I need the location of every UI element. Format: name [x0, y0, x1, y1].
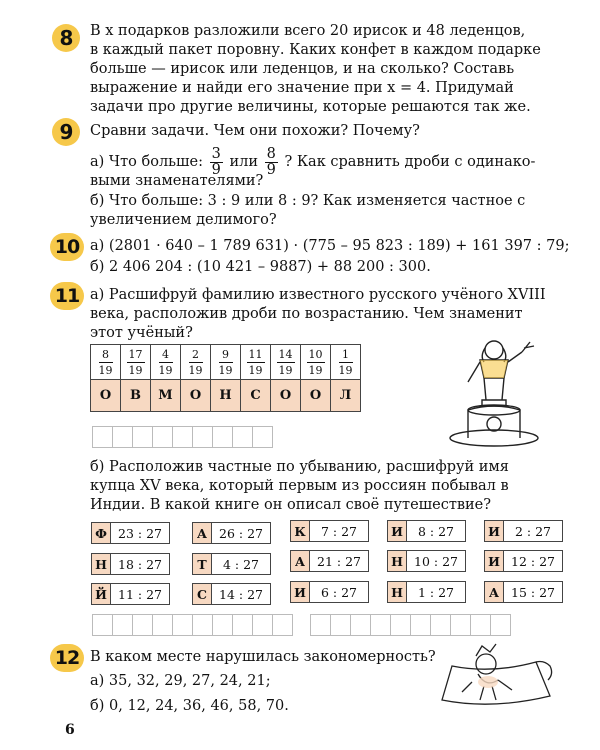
task-9-b-line1: б) Что больше: 3 : 9 или 8 : 9? Как изменяется частное с [90, 193, 526, 209]
letter-cell: М [151, 380, 181, 412]
cipher-card [387, 581, 466, 603]
letter-cell: В [121, 380, 151, 412]
card-expression: 7 : 27 [320, 523, 358, 539]
letter-cell: С [241, 380, 271, 412]
cipher-card [484, 550, 563, 572]
cipher-card [192, 583, 271, 605]
card-expression: 23 : 27 [118, 525, 162, 541]
cipher-card [192, 522, 271, 544]
answer-boxes-11a[interactable] [92, 426, 273, 448]
card-letter: Т [193, 554, 212, 574]
card-letter: И [485, 521, 504, 541]
fraction-numerator: 8 [266, 145, 276, 162]
task-8-line: задачи про другие величины, которые решаются так же. [90, 99, 531, 115]
task-8-line: в каждый пакет поровну. Каких конфет в каждом подарке [90, 42, 541, 58]
card-expression: 4 : 27 [222, 556, 260, 572]
cipher-card [387, 550, 466, 572]
fraction-cell: $\frac{4}{19}$ [151, 345, 181, 380]
card-expression: 18 : 27 [118, 556, 162, 572]
task-number-10: 10 [50, 233, 84, 261]
task-9-intro: Сравни задачи. Чем они похожи? Почему? [90, 123, 420, 139]
task-9-b-line2: увеличением делимого? [90, 212, 277, 228]
cipher-card [290, 581, 369, 603]
card-letter: Ф [92, 523, 111, 543]
card-letter: А [193, 523, 212, 543]
cipher-card [290, 520, 369, 542]
card-expression: 1 : 27 [417, 584, 455, 600]
cipher-card [290, 550, 369, 572]
card-expression: 14 : 27 [219, 586, 263, 602]
fraction-cell: $\frac{2}{19}$ [181, 345, 211, 380]
card-letter: Н [388, 582, 407, 602]
letter-cell: Н [211, 380, 241, 412]
cipher-card [484, 520, 563, 542]
fraction-cell: $\frac{1}{19}$ [331, 345, 361, 380]
traveler-scroll-illustration [432, 640, 557, 712]
cipher-table [90, 344, 361, 412]
card-letter: К [291, 521, 310, 541]
task-number-11: 11 [50, 282, 84, 310]
card-expression: 6 : 27 [320, 584, 358, 600]
card-letter: И [485, 551, 504, 571]
task-9-a-prefix: а) Что больше: [90, 154, 203, 170]
task-11-b-line: б) Расположив частные по убыванию, расшифруй имя [90, 459, 509, 475]
fraction-cell: $\frac{14}{19}$ [271, 345, 301, 380]
card-letter: Н [388, 551, 407, 571]
answer-boxes-11b-right[interactable] [310, 614, 511, 636]
task-11-a-line: века, расположив дроби по возрастанию. Чем знаменит [90, 306, 523, 322]
fraction-cell: $\frac{9}{19}$ [211, 345, 241, 380]
fractions-row [91, 345, 361, 380]
fraction-cell: $\frac{8}{19}$ [91, 345, 121, 380]
card-expression: 26 : 27 [219, 525, 263, 541]
fraction-cell: $\frac{11}{19}$ [241, 345, 271, 380]
fraction-cell: $\frac{10}{19}$ [301, 345, 331, 380]
task-11-a-line: а) Расшифруй фамилию известного русского учёного XVIII [90, 287, 546, 303]
cipher-card [91, 553, 170, 575]
task-11-b-line: Индии. В какой книге он описал своё путешествие? [90, 497, 492, 513]
task-10-a: а) (2801 · 640 – 1 789 631) · (775 – 95 823 : 189) + 161 397 : 79; [90, 238, 570, 254]
cipher-card [91, 522, 170, 544]
card-expression: 2 : 27 [514, 523, 552, 539]
card-letter: И [291, 582, 310, 602]
letter-cell: О [181, 380, 211, 412]
fraction-denominator: 9 [266, 161, 276, 178]
task-11-b-line: купца XV века, который первым из россиян побывал в [90, 478, 509, 494]
task-11-a-line: этот учёный? [90, 325, 193, 341]
page-number: 6 [65, 722, 75, 738]
card-letter: Н [92, 554, 111, 574]
task-number-12: 12 [50, 644, 84, 672]
card-expression: 15 : 27 [511, 584, 555, 600]
card-letter: А [485, 582, 504, 602]
letter-cell: О [271, 380, 301, 412]
letter-cell: О [91, 380, 121, 412]
fraction-denominator: 9 [211, 161, 221, 178]
card-letter: С [193, 584, 212, 604]
task-12-b: б) 0, 12, 24, 36, 46, 58, 70. [90, 698, 289, 714]
letter-cell: Л [331, 380, 361, 412]
cipher-card [387, 520, 466, 542]
task-9-a-mid: или [229, 154, 258, 170]
task-9-a-line2: выми знаменателями? [90, 173, 264, 189]
task-number-8: 8 [52, 24, 80, 52]
cipher-card [192, 553, 271, 575]
card-expression: 21 : 27 [317, 553, 361, 569]
letters-row [91, 380, 361, 412]
card-expression: 8 : 27 [417, 523, 455, 539]
card-expression: 12 : 27 [511, 553, 555, 569]
task-8-line: В x подарков разложили всего 20 ирисок и 48 леденцов, [90, 23, 526, 39]
card-letter: И [388, 521, 407, 541]
task-10-b: б) 2 406 204 : (10 421 – 9887) + 88 200 : 300. [90, 259, 431, 275]
fraction-cell: $\frac{17}{19}$ [121, 345, 151, 380]
fraction-8-9 [265, 147, 278, 178]
scientist-statue-illustration [438, 330, 550, 450]
task-8-line: выражение и найди его значение при x = 4. Придумай [90, 80, 514, 96]
card-letter: Й [92, 584, 111, 604]
task-8-line: больше — ирисок или леденцов, и на сколько? Составь [90, 61, 515, 77]
task-number-9: 9 [52, 118, 80, 146]
fraction-numerator: 3 [211, 145, 221, 162]
card-expression: 11 : 27 [118, 586, 162, 602]
card-expression: 10 : 27 [414, 553, 458, 569]
card-letter: А [291, 551, 310, 571]
answer-boxes-11b-left[interactable] [92, 614, 293, 636]
cipher-card [484, 581, 563, 603]
letter-cell: О [301, 380, 331, 412]
task-12-a: а) 35, 32, 29, 27, 24, 21; [90, 673, 271, 689]
cipher-card [91, 583, 170, 605]
task-12-intro: В каком месте нарушилась закономерность? [90, 649, 436, 665]
task-9-a-suffix: ? Как сравнить дроби с одинако- [284, 154, 536, 170]
